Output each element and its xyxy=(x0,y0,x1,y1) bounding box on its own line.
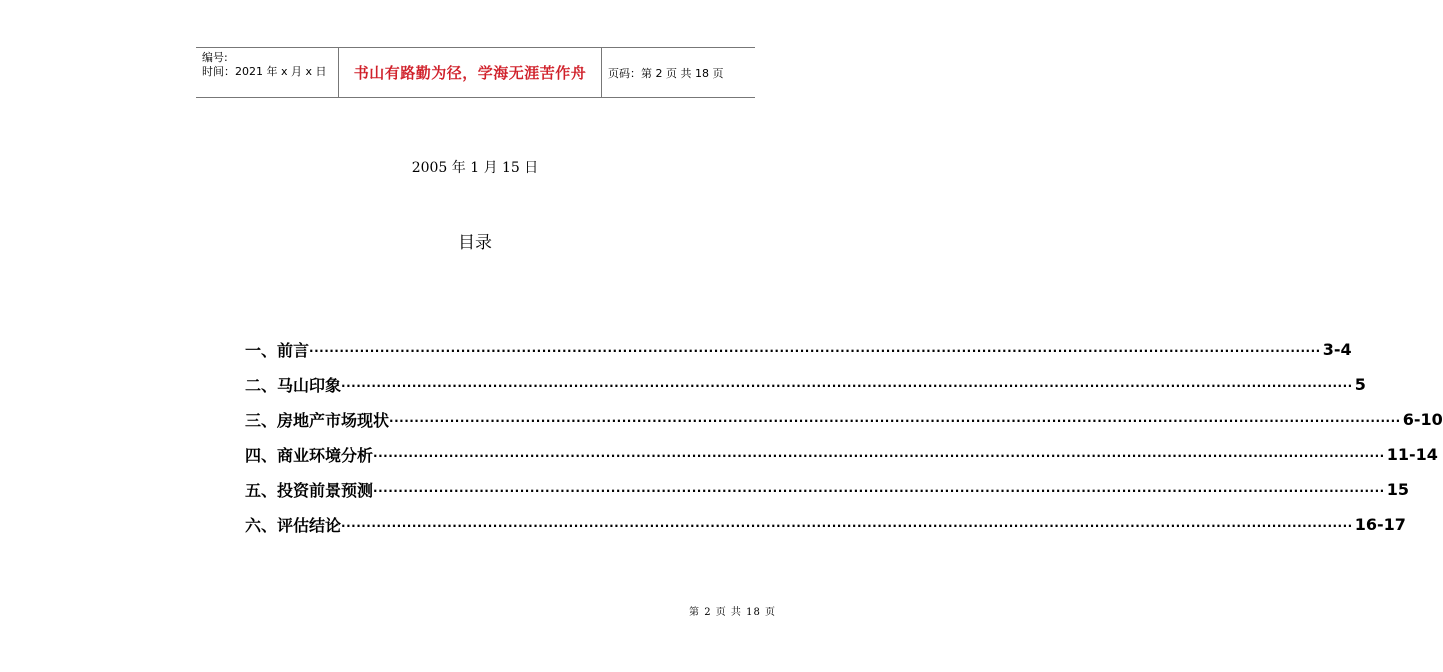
time-label: 时间：2021 年 x 月 x 日 xyxy=(202,65,327,78)
toc-title: 目录 xyxy=(458,233,492,253)
toc-entry[interactable] xyxy=(245,367,1366,402)
toc-entry-label: 五、投资前景预测 xyxy=(245,481,374,500)
header-meta-cell xyxy=(196,48,339,97)
toc-leader-dots: ········································································································································································································ xyxy=(389,413,1401,428)
toc-entry[interactable] xyxy=(245,472,1409,507)
toc-entry[interactable] xyxy=(245,507,1406,542)
motto: 书山有路勤为径，学海无涯苦作舟 xyxy=(339,48,602,97)
header-table xyxy=(196,47,755,98)
toc-entry-pages: 3-4 xyxy=(1322,340,1352,359)
toc-leader-dots: ········································································································································································································ xyxy=(373,448,1385,463)
number-label: 编号: xyxy=(202,51,228,64)
toc-entry[interactable] xyxy=(245,402,1443,437)
header-page-info: 页码：第 2 页 共 18 页 xyxy=(608,66,724,80)
toc-entry-label: 一、前言 xyxy=(245,341,310,360)
toc-leader-dots: ········································································································································································································ xyxy=(341,378,1353,393)
toc-entry-label: 二、马山印象 xyxy=(245,376,342,395)
toc-leader-dots: ········································································································································································································ xyxy=(309,343,1321,358)
toc-entry-pages: 11-14 xyxy=(1386,445,1438,464)
toc-entry-label: 四、商业环境分析 xyxy=(245,446,374,465)
toc-leader-dots: ········································································································································································································ xyxy=(373,483,1385,498)
table-of-contents xyxy=(245,332,1443,542)
document-date: 2005 年 1 月 15 日 xyxy=(411,160,539,176)
toc-entry-pages: 5 xyxy=(1354,375,1366,394)
toc-entry[interactable] xyxy=(245,332,1352,367)
toc-entry-pages: 16-17 xyxy=(1354,515,1406,534)
toc-entry-label: 三、房地产市场现状 xyxy=(245,411,390,430)
toc-entry-label: 六、评估结论 xyxy=(245,516,342,535)
toc-entry[interactable] xyxy=(245,437,1438,472)
toc-entry-pages: 6-10 xyxy=(1402,410,1443,429)
toc-entry-pages: 15 xyxy=(1386,480,1409,499)
page-footer: 第 2 页 共 18 页 xyxy=(689,607,776,618)
toc-leader-dots: ········································································································································································································ xyxy=(341,518,1353,533)
